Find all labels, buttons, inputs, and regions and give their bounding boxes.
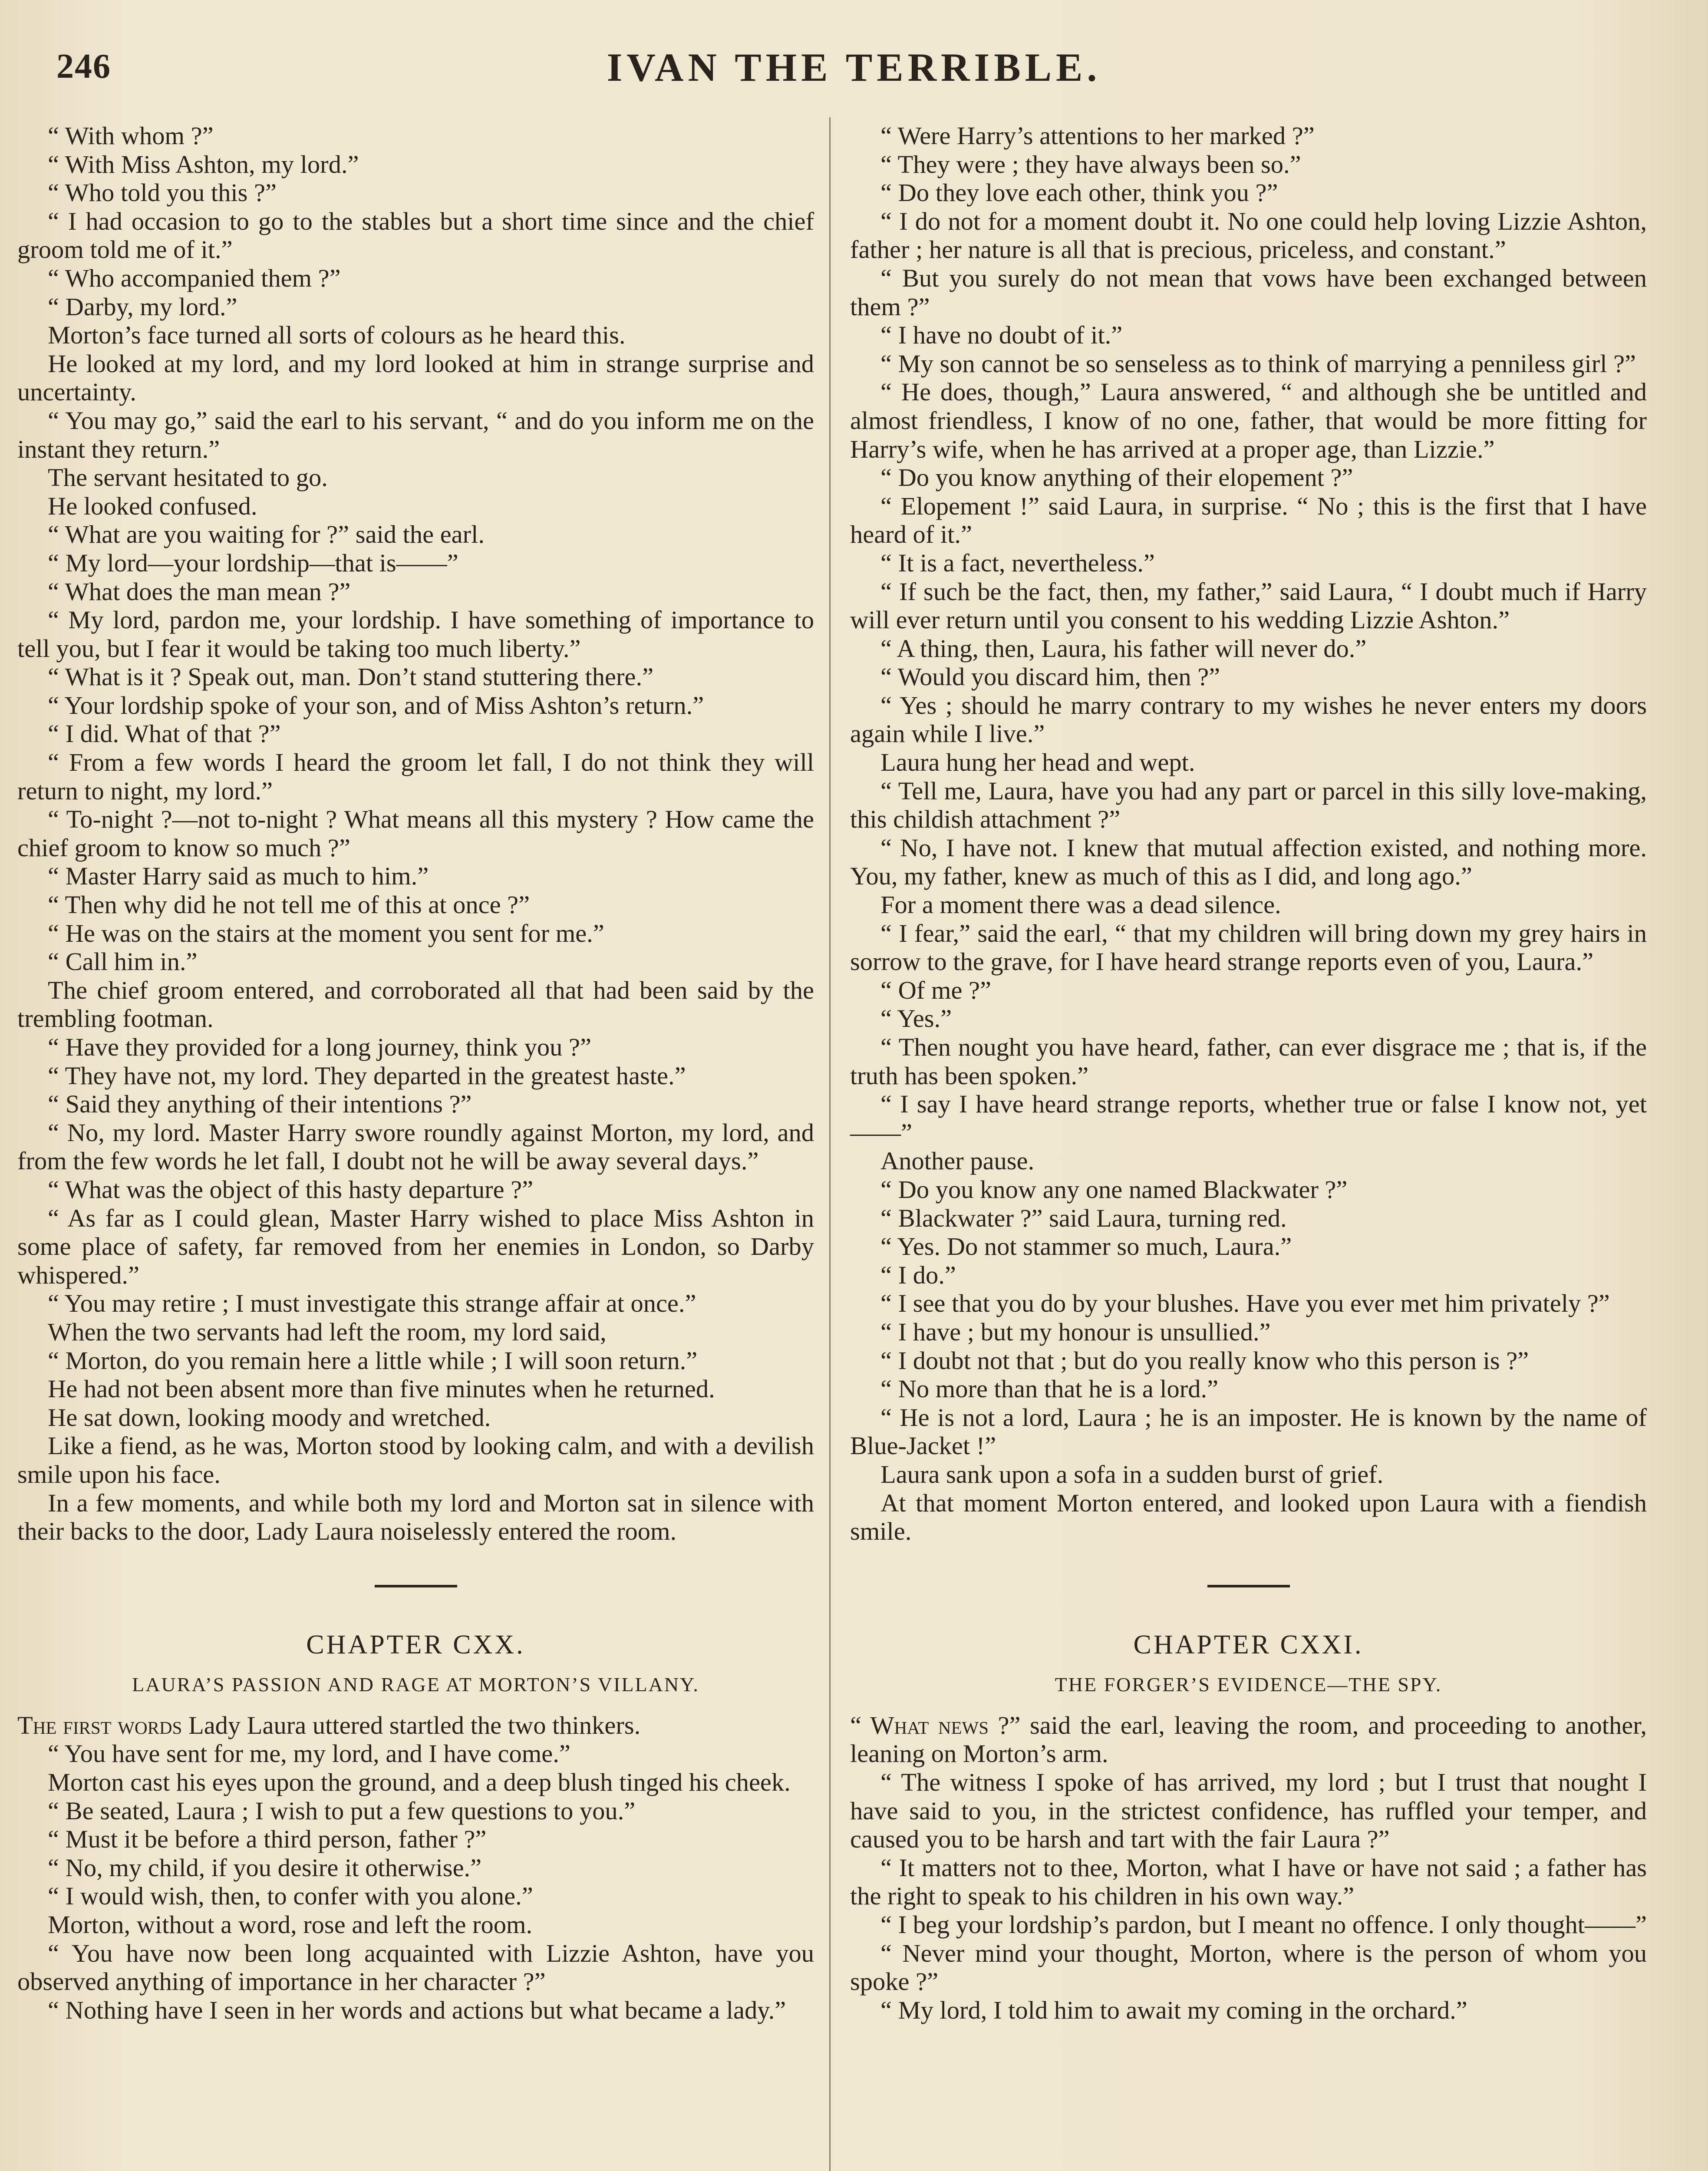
paragraph: “ You have sent for me, my lord, and I have come.”	[48, 1739, 570, 1768]
paragraph: For a moment there was a dead silence.	[880, 891, 1281, 919]
paragraph: Laura sank upon a sofa in a sudden burst of grief.	[880, 1460, 1384, 1488]
running-title: IVAN THE TERRIBLE.	[607, 45, 1101, 89]
paragraph: “ I do.”	[880, 1260, 956, 1289]
paragraph: “ Do they love each other, think you ?”	[880, 178, 1278, 207]
paragraph: “ To-night ?—not to-night ? What means all this mystery ? How came the chief groom to know so much ?”	[17, 805, 814, 862]
paragraph: “ I did. What of that ?”	[48, 719, 281, 748]
paragraph: “ It is a fact, nevertheless.”	[880, 548, 1155, 577]
section-break-rule	[375, 1585, 457, 1587]
paragraph: “ What is it ? Speak out, man. Don’t stand stuttering there.”	[48, 663, 654, 691]
paragraph: “ You may go,” said the earl to his servant, “ and do you inform me on the instant they return.”	[17, 406, 814, 463]
paragraph: “ I had occasion to go to the stables but a short time since and the chief groom told me of it.”	[17, 207, 814, 264]
paragraph: “ As far as I could glean, Master Harry wished to place Miss Ashton in some place of safety, far removed from her enemies in London, so Darby whispered.”	[17, 1204, 814, 1289]
chapter-text	[17, 1739, 814, 2024]
paragraph: “ No, my lord. Master Harry swore roundly against Morton, my lord, and from the few words he let fall, I doubt not he will be away several days.”	[17, 1118, 814, 1175]
paragraph: Laura hung her head and wept.	[880, 748, 1195, 777]
paragraph: “ I have ; but my honour is unsullied.”	[880, 1317, 1271, 1346]
paragraph: “ Nothing have I seen in her words and actions but what became a lady.”	[48, 1996, 786, 2024]
chapter-text	[850, 1768, 1647, 2024]
paragraph: “ Do you know any one named Blackwater ?”	[880, 1175, 1348, 1204]
paragraph: The chief groom entered, and corroborated all that had been said by the trembling footman.	[17, 976, 814, 1033]
left-column-text	[17, 122, 814, 1546]
chapter-first-line: said the earl, leaving the room, and proceeding to another, leaning on Morton’s arm.	[850, 1711, 1647, 1768]
paragraph: “ What are you waiting for ?” said the earl.	[48, 520, 485, 549]
paragraph: “ Master Harry said as much to him.”	[48, 862, 429, 891]
paragraph: “ With Miss Ashton, my lord.”	[48, 150, 359, 178]
paragraph: “ With whom ?”	[48, 122, 214, 150]
paragraph: “ I doubt not that ; but do you really know who this person is ?”	[880, 1346, 1529, 1375]
paragraph: “ Do you know anything of their elopement ?”	[880, 463, 1353, 492]
paragraph: In a few moments, and while both my lord and Morton sat in silence with their backs to the door, Lady Laura noiselessly entered the room.	[17, 1488, 814, 1546]
paragraph: “ Who accompanied them ?”	[48, 264, 341, 292]
paragraph: Morton cast his eyes upon the ground, and a deep blush tinged his cheek.	[48, 1768, 791, 1797]
paragraph: “ Who told you this ?”	[48, 178, 277, 207]
chapter-title: CHAPTER CXX.	[306, 1630, 525, 1660]
paragraph: “ Of me ?”	[880, 976, 991, 1004]
paragraph: “ Would you discard him, then ?”	[880, 663, 1220, 691]
paragraph: “ My lord—your lordship—that is——”	[48, 548, 458, 577]
paragraph: “ I do not for a moment doubt it. No one could help loving Lizzie Ashton, father ; her nature is all that is precious, priceless, and constant.”	[850, 207, 1647, 264]
paragraph: “ Elopement !” said Laura, in surprise. “ No ; this is the first that I have heard of it.”	[850, 492, 1647, 549]
chapter-lead-words: “ What news ?”	[850, 1711, 1021, 1739]
paragraph: “ No more than that he is a lord.”	[880, 1375, 1219, 1403]
paragraph: “ My lord, pardon me, your lordship. I have something of importance to tell you, but I fear it would be taking too much liberty.”	[17, 606, 814, 663]
paragraph: Morton’s face turned all sorts of colours as he heard this.	[48, 321, 626, 350]
paragraph: “ My son cannot be so senseless as to think of marrying a penniless girl ?”	[880, 349, 1636, 378]
paragraph: “ Yes ; should he marry contrary to my wishes he never enters my doors again while I live.”	[850, 691, 1647, 748]
paragraph: “ Were Harry’s attentions to her marked ?”	[880, 122, 1315, 150]
paragraph: “ I fear,” said the earl, “ that my children will bring down my grey hairs in sorrow to the grave, for I have heard strange reports even of you, Laura.”	[850, 919, 1647, 976]
paragraph: “ Tell me, Laura, have you had any part or parcel in this silly love-making, this childish attachment ?”	[850, 776, 1647, 834]
column-divider	[829, 117, 831, 2171]
paragraph: “ I say I have heard strange reports, whether true or false I know not, yet——”	[850, 1090, 1647, 1147]
chapter-subtitle: LAURA’S PASSION AND RAGE AT MORTON’S VILLANY.	[132, 1673, 699, 1696]
paragraph: “ Said they anything of their intentions ?”	[48, 1090, 472, 1118]
paragraph: “ I see that you do by your blushes. Have you ever met him privately ?”	[880, 1289, 1610, 1318]
paragraph: Morton, without a word, rose and left the room.	[48, 1910, 533, 1939]
paragraph: “ From a few words I heard the groom let fall, I do not think they will return to night, my lord.”	[17, 748, 814, 805]
paragraph: He looked at my lord, and my lord looked at him in strange surprise and uncertainty.	[17, 349, 814, 406]
paragraph: “ They were ; they have always been so.”	[880, 150, 1301, 178]
paragraph: “ Then nought you have heard, father, can ever disgrace me ; that is, if the truth has been spoken.”	[850, 1033, 1647, 1090]
paragraph: “ What was the object of this hasty departure ?”	[48, 1175, 534, 1204]
right-column-text	[850, 122, 1647, 1546]
paragraph: “ What does the man mean ?”	[48, 577, 351, 606]
paragraph: “ You may retire ; I must investigate this strange affair at once.”	[48, 1289, 696, 1318]
section-break-rule	[1207, 1585, 1290, 1587]
chapter-opening-paragraph	[17, 1711, 814, 1740]
paragraph: “ Have they provided for a long journey, think you ?”	[48, 1033, 591, 1061]
paragraph: “ Your lordship spoke of your son, and of Miss Ashton’s return.”	[48, 691, 704, 719]
left-column	[17, 122, 814, 2024]
paragraph: “ Blackwater ?” said Laura, turning red.	[880, 1204, 1287, 1232]
paragraph: “ I have no doubt of it.”	[880, 321, 1123, 350]
paragraph: “ It matters not to thee, Morton, what I have or have not said ; a father has the right to speak to his children in his own way.”	[850, 1853, 1647, 1910]
page-number: 246	[56, 47, 111, 86]
paragraph: “ Never mind your thought, Morton, where is the person of whom you spoke ?”	[850, 1939, 1647, 1996]
chapter-lead-words: The first words	[17, 1711, 182, 1739]
paragraph: At that moment Morton entered, and looked upon Laura with a fiendish smile.	[850, 1488, 1647, 1546]
paragraph: “ No, I have not. I knew that mutual affection existed, and nothing more. You, my father, knew as much of this as I did, and long ago.”	[850, 833, 1647, 891]
paragraph: “ Be seated, Laura ; I wish to put a few questions to you.”	[48, 1796, 636, 1825]
chapter-opening-paragraph	[850, 1711, 1647, 1768]
paragraph: “ Then why did he not tell me of this at once ?”	[48, 891, 530, 919]
paragraph: “ Yes. Do not stammer so much, Laura.”	[880, 1232, 1292, 1261]
paragraph: “ He does, though,” Laura answered, “ and although she be untitled and almost friendless, I know of no one, father, that would be more fitting for Harry’s wife, when he has arrived at a proper age, than Lizzie.”	[850, 378, 1647, 463]
paragraph: “ My lord, I told him to await my coming in the orchard.”	[880, 1996, 1467, 2024]
paragraph: “ He was on the stairs at the moment you sent for me.”	[48, 919, 604, 947]
chapter-first-line: Lady Laura uttered startled the two thinkers.	[182, 1711, 641, 1739]
paragraph: The servant hesitated to go.	[48, 463, 328, 492]
paragraph: He sat down, looking moody and wretched.	[48, 1403, 491, 1432]
paragraph: When the two servants had left the room, my lord said,	[48, 1317, 607, 1346]
paragraph: “ You have now been long acquainted with Lizzie Ashton, have you observed anything of importance in her character ?”	[17, 1939, 814, 1996]
right-column	[850, 122, 1647, 2024]
paragraph: He looked confused.	[48, 492, 257, 520]
paragraph: “ But you surely do not mean that vows have been exchanged between them ?”	[850, 264, 1647, 321]
paragraph: “ Darby, my lord.”	[48, 292, 237, 321]
paragraph: Like a fiend, as he was, Morton stood by looking calm, and with a devilish smile upon his face.	[17, 1432, 814, 1488]
paragraph: Another pause.	[880, 1147, 1035, 1175]
paragraph: “ They have not, my lord. They departed in the greatest haste.”	[48, 1061, 686, 1090]
paragraph: “ If such be the fact, then, my father,” said Laura, “ I doubt much if Harry will ever return until you consent to his wedding Lizzie Ashton.”	[850, 577, 1647, 634]
paragraph: “ I would wish, then, to confer with you alone.”	[48, 1882, 533, 1910]
paragraph: “ I beg your lordship’s pardon, but I meant no offence. I only thought——”	[880, 1910, 1647, 1939]
paragraph: “ Morton, do you remain here a little while ; I will soon return.”	[48, 1346, 698, 1375]
paragraph: “ Yes.”	[880, 1004, 952, 1033]
paragraph: “ The witness I spoke of has arrived, my lord ; but I trust that nought I have said to you, in the strictest confidence, has ruffled your temper, and caused you to be harsh and tart with the fair Laura ?”	[850, 1768, 1647, 1854]
paragraph: “ Must it be before a third person, father ?”	[48, 1825, 487, 1854]
chapter-subtitle: THE FORGER’S EVIDENCE—THE SPY.	[1055, 1673, 1442, 1696]
paragraph: “ No, my child, if you desire it otherwise.”	[48, 1853, 482, 1882]
chapter-title: CHAPTER CXXI.	[1133, 1630, 1364, 1660]
paragraph: “ A thing, then, Laura, his father will never do.”	[880, 634, 1367, 663]
paragraph: He had not been absent more than five minutes when he returned.	[48, 1375, 715, 1403]
paragraph: “ He is not a lord, Laura ; he is an imposter. He is known by the name of Blue-Jacket !”	[850, 1403, 1647, 1460]
paragraph: “ Call him in.”	[48, 947, 198, 976]
